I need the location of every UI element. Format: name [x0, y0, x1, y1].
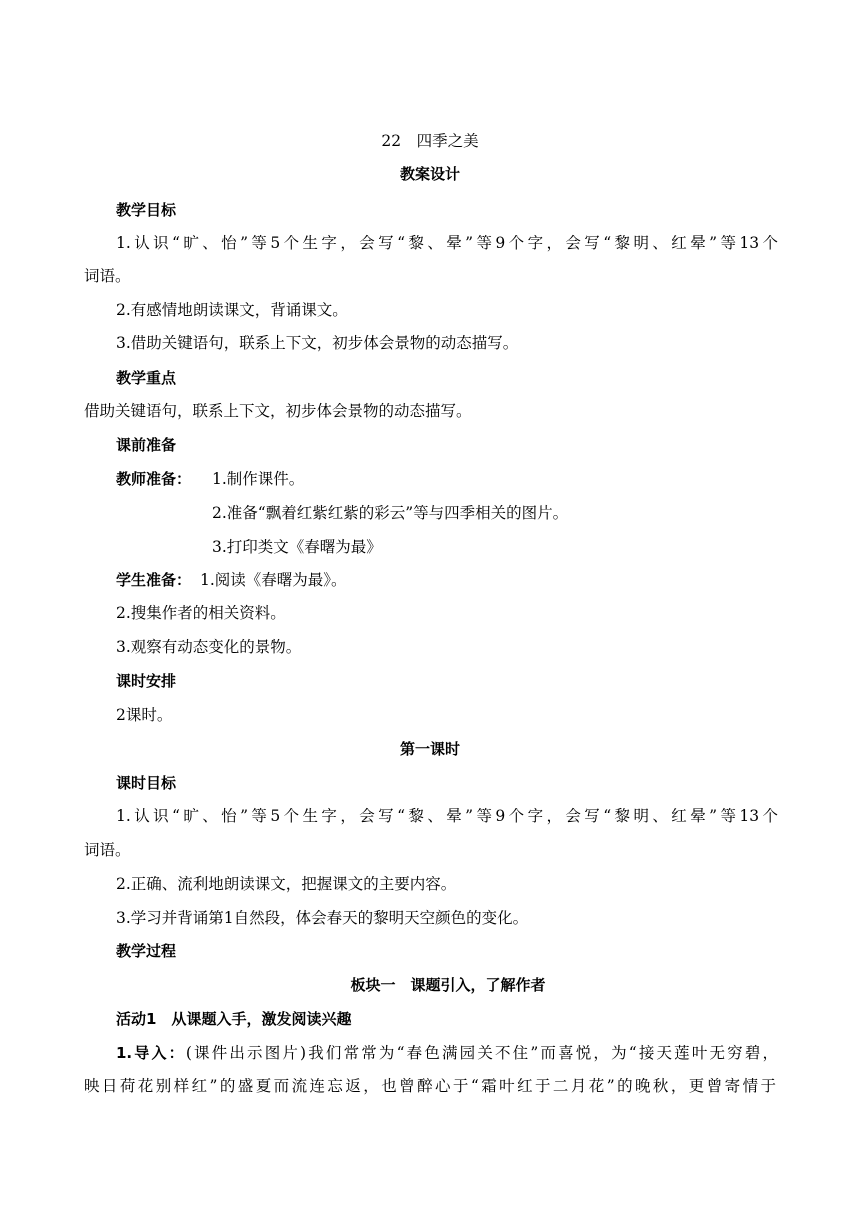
prep-heading: 课前准备 — [116, 436, 177, 454]
block1-title: 板块一 课题引入，了解作者 — [350, 976, 546, 994]
goal-item-1-cont: 词语。 — [84, 267, 131, 285]
teacher-prep-item-2: 2.准备“飘着红紫红紫的彩云”等与四季相关的图片。 — [212, 504, 569, 522]
student-prep-item-1: 1.阅读《春曙为最》。 — [200, 571, 347, 589]
intro-label: 1.导入： — [116, 1044, 186, 1062]
student-prep-item-2: 2.搜集作者的相关资料。 — [116, 604, 286, 622]
goal-item-1: 1.认识“旷、怡”等5个生字，会写“黎、晕”等9个字，会写“黎明、红晕”等13个 — [116, 234, 778, 252]
schedule-heading: 课时安排 — [116, 672, 177, 690]
teacher-prep-item-1: 1.制作课件。 — [212, 470, 305, 488]
document-title: 22 四季之美 — [381, 132, 479, 150]
goal-item-3: 3.借助关键语句，联系上下文，初步体会景物的动态描写。 — [116, 334, 519, 352]
focus-heading: 教学重点 — [116, 369, 177, 387]
goals-heading: 教学目标 — [116, 201, 177, 219]
lesson-goal-item-2: 2.正确、流利地朗读课文，把握课文的主要内容。 — [116, 875, 457, 893]
lesson-goals-heading: 课时目标 — [116, 774, 177, 792]
activity1-heading: 活动1 从课题入手，激发阅读兴趣 — [116, 1010, 352, 1028]
intro-paragraph-line-1 — [116, 1043, 778, 1063]
intro-text-1: (课件出示图片)我们常常为“春色满园关不住”而喜悦，为“接天莲叶无穷碧， — [185, 1044, 779, 1062]
focus-text: 借助关键语句，联系上下文，初步体会景物的动态描写。 — [84, 402, 472, 420]
lesson-goal-item-1-cont: 词语。 — [84, 841, 131, 859]
document-subtitle: 教案设计 — [399, 165, 460, 183]
lesson-goal-item-3: 3.学习并背诵第1自然段，体会春天的黎明天空颜色的变化。 — [116, 909, 529, 927]
intro-paragraph-line-2: 映日荷花别样红”的盛夏而流连忘返，也曾醉心于“霜叶红于二月花”的晚秋，更曾寄情于 — [84, 1077, 776, 1095]
schedule-text: 2课时。 — [116, 706, 173, 724]
student-prep-item-3: 3.观察有动态变化的景物。 — [116, 638, 302, 656]
goal-item-2: 2.有感情地朗读课文，背诵课文。 — [116, 301, 348, 319]
teacher-prep-label: 教师准备： — [116, 470, 192, 488]
lesson1-title: 第一课时 — [399, 740, 460, 758]
lesson-goal-item-1: 1.认识“旷、怡”等5个生字，会写“黎、晕”等9个字，会写“黎明、红晕”等13个 — [116, 807, 778, 825]
process-heading: 教学过程 — [116, 942, 177, 960]
teacher-prep-item-3: 3.打印类文《春曙为最》 — [212, 538, 382, 556]
student-prep-label: 学生准备： — [116, 571, 192, 589]
